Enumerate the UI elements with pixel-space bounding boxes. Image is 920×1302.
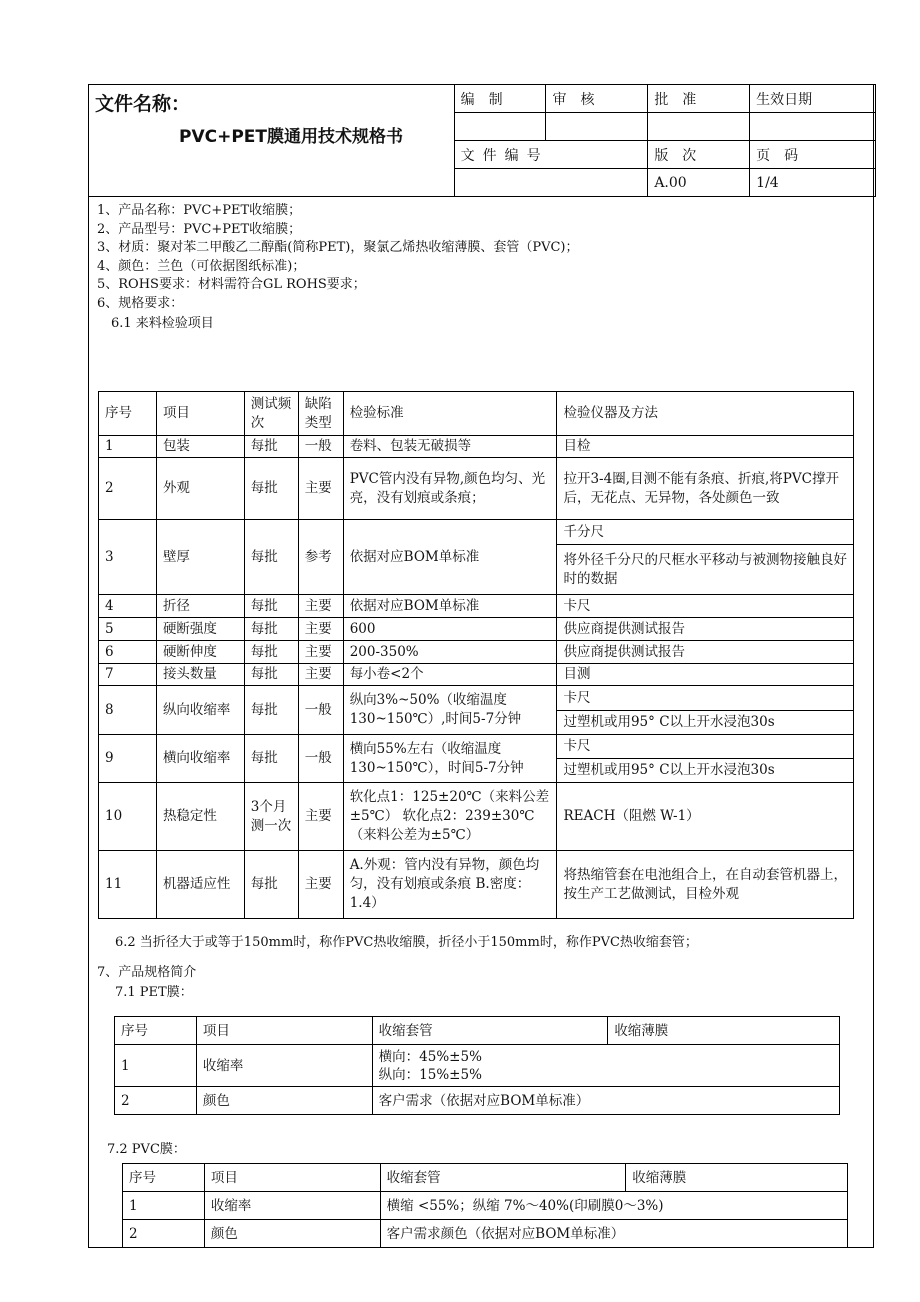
- prepared-value: [454, 113, 546, 141]
- table-row: 1 包装 每批 一般 卷料、包装无破损等 目检: [99, 436, 854, 458]
- spec-line: 3、材质：聚对苯二甲酸乙二醇酯(简称PET)，聚氯乙烯热收缩薄膜、套管（PVC)；: [97, 240, 579, 255]
- doc-no-value: [454, 169, 648, 197]
- file-name-label: 文件名称：: [95, 93, 191, 115]
- version-value: A.00: [648, 169, 750, 197]
- note-6-2: 6.2 当折径大于或等于150mm时，称作PVC热收缩膜，折径小于150mm时，称作PVC热收缩套管；: [115, 935, 698, 950]
- page-label: 页 码: [750, 141, 876, 169]
- table-row: 2 外观 每批 主要 PVC管内没有异物,颜色均匀、光亮，没有划痕或条痕； 拉开3-4圈,目测不能有条痕、折痕,将PVC撑开后，无花点、无异物，各处颜色一致: [99, 458, 854, 520]
- section-7-heading: 7、产品规格简介: [97, 965, 197, 980]
- table-row: 3 壁厚 每批 参考 依据对应BOM单标准 千分尺: [99, 520, 854, 545]
- inspection-table: 序号 项目 测试频次 缺陷类型 检验标准 检验仪器及方法 1 包装 每批 一般 卷料、包装无破损等 目检 2 外观 每批 主要 PVC管内没有异物,颜色均匀、光亮，没有划痕或条痕； 拉开3-4圈,目测不能有条痕、折痕,将PVC撑开后，无花点、无异物，各处颜色一致 3 壁厚 每批 参考 依据对应BOM单标准 千分尺 将外径千分尺的尺框水平移动与被测物接触良好时的数据 4 折径 每批 主要 依据对应BOM单标准 卡尺 5 硬断强度 每批 主要 600 供应商提供测试报告 6 硬断伸度 每批 主要 200-350% 供应商提供测试报告 7 接头数量 每批 主要 每小卷<2个 目测 8 纵向收缩率 每批 一般 纵向3%~50%（收缩温度130~150℃）,时间5-7分钟 卡尺 过塑机或用95° C以上开水浸泡30s 9 横向收缩率 每批 一般 横向55%左右（收缩温度130~150℃），时间5-7分钟 卡尺 过塑机或用95° C以上开水浸泡30s 10 热稳定性 3个月测一次 主要 软化点1：125±20℃（来料公差±5℃） 软化点2：239±30℃（来料公差为±5℃） REACH（阻燃 W-1） 11 机器适应性 每批 主要 A.外观：管内没有异物，颜色均匀，没有划痕或条痕 B.密度：1.4） 将热缩管套在电池组合上，在自动套管机器上，按生产工艺做测试，目检外观: [98, 391, 854, 919]
- document-page: [88, 84, 874, 1248]
- table-row: 4 折径 每批 主要 依据对应BOM单标准 卡尺: [99, 595, 854, 618]
- effective-date-value: [750, 113, 876, 141]
- spec-line: 1、产品名称：PVC+PET收缩膜；: [97, 203, 302, 218]
- version-label: 版 次: [648, 141, 750, 169]
- table-row: 8 纵向收缩率 每批 一般 纵向3%~50%（收缩温度130~150℃）,时间5-7分钟 卡尺: [99, 686, 854, 711]
- spec-line: 6、规格要求：: [97, 295, 184, 311]
- table-row: 11 机器适应性 每批 主要 A.外观：管内没有异物，颜色均匀，没有划痕或条痕 B.密度：1.4） 将热缩管套在电池组合上，在自动套管机器上，按生产工艺做测试，目检外观: [99, 851, 854, 919]
- spec-line: 4、颜色：兰色（可依据图纸标准)；: [97, 258, 306, 274]
- table-row: 7 接头数量 每批 主要 每小卷<2个 目测: [99, 664, 854, 686]
- table-header-row: 序号 项目 收缩套管 收缩薄膜: [123, 1164, 848, 1192]
- document-header: [88, 84, 876, 197]
- approved-value: [648, 113, 750, 141]
- table-row: 6 硬断伸度 每批 主要 200-350% 供应商提供测试报告: [99, 641, 854, 664]
- section-7-1-heading: 7.1 PET膜：: [115, 985, 193, 1000]
- spec-list: [97, 202, 867, 334]
- doc-no-label: 文件编号: [454, 141, 648, 169]
- table-row: 9 横向收缩率 每批 一般 横向55%左右（收缩温度130~150℃），时间5-7分钟 卡尺: [99, 735, 854, 759]
- table-row: 10 热稳定性 3个月测一次 主要 软化点1：125±20℃（来料公差±5℃） 软化点2：239±30℃（来料公差为±5℃） REACH（阻燃 W-1）: [99, 783, 854, 851]
- section-6-1-heading: 6.1 来料检验项目: [111, 316, 214, 331]
- approved-label: 批 准: [648, 85, 750, 113]
- effective-date-label: 生效日期: [750, 85, 876, 113]
- table-header-row: 序号 项目 收缩套管 收缩薄膜: [115, 1017, 840, 1045]
- reviewed-label: 审 核: [546, 85, 648, 113]
- pvc-spec-table: [122, 1163, 848, 1248]
- spec-line: 5、ROHS要求：材料需符合GL ROHS要求；: [97, 277, 366, 292]
- table-row: 5 硬断强度 每批 主要 600 供应商提供测试报告: [99, 618, 854, 641]
- pet-spec-table: [114, 1016, 840, 1115]
- table-row: 1 收缩率 横向：45%±5% 纵向：15%±5%: [115, 1045, 840, 1087]
- document-title: PVC+PET膜通用技术规格书: [179, 127, 404, 147]
- table-row: 1 收缩率 横缩 <55%；纵缩 7%～40%(印刷膜0～3%): [123, 1192, 848, 1220]
- reviewed-value: [546, 113, 648, 141]
- table-row: 2 颜色 客户需求（依据对应BOM单标准）: [115, 1087, 840, 1115]
- table-row: 2 颜色 客户需求颜色（依据对应BOM单标准）: [123, 1220, 848, 1248]
- prepared-label: 编 制: [454, 85, 546, 113]
- spec-line: 2、产品型号：PVC+PET收缩膜；: [97, 221, 302, 237]
- section-7-2-heading: 7.2 PVC膜：: [107, 1142, 186, 1157]
- page-value: 1/4: [750, 169, 876, 197]
- title-cell: [89, 85, 455, 197]
- table-header-row: 序号 项目 测试频次 缺陷类型 检验标准 检验仪器及方法: [99, 392, 854, 436]
